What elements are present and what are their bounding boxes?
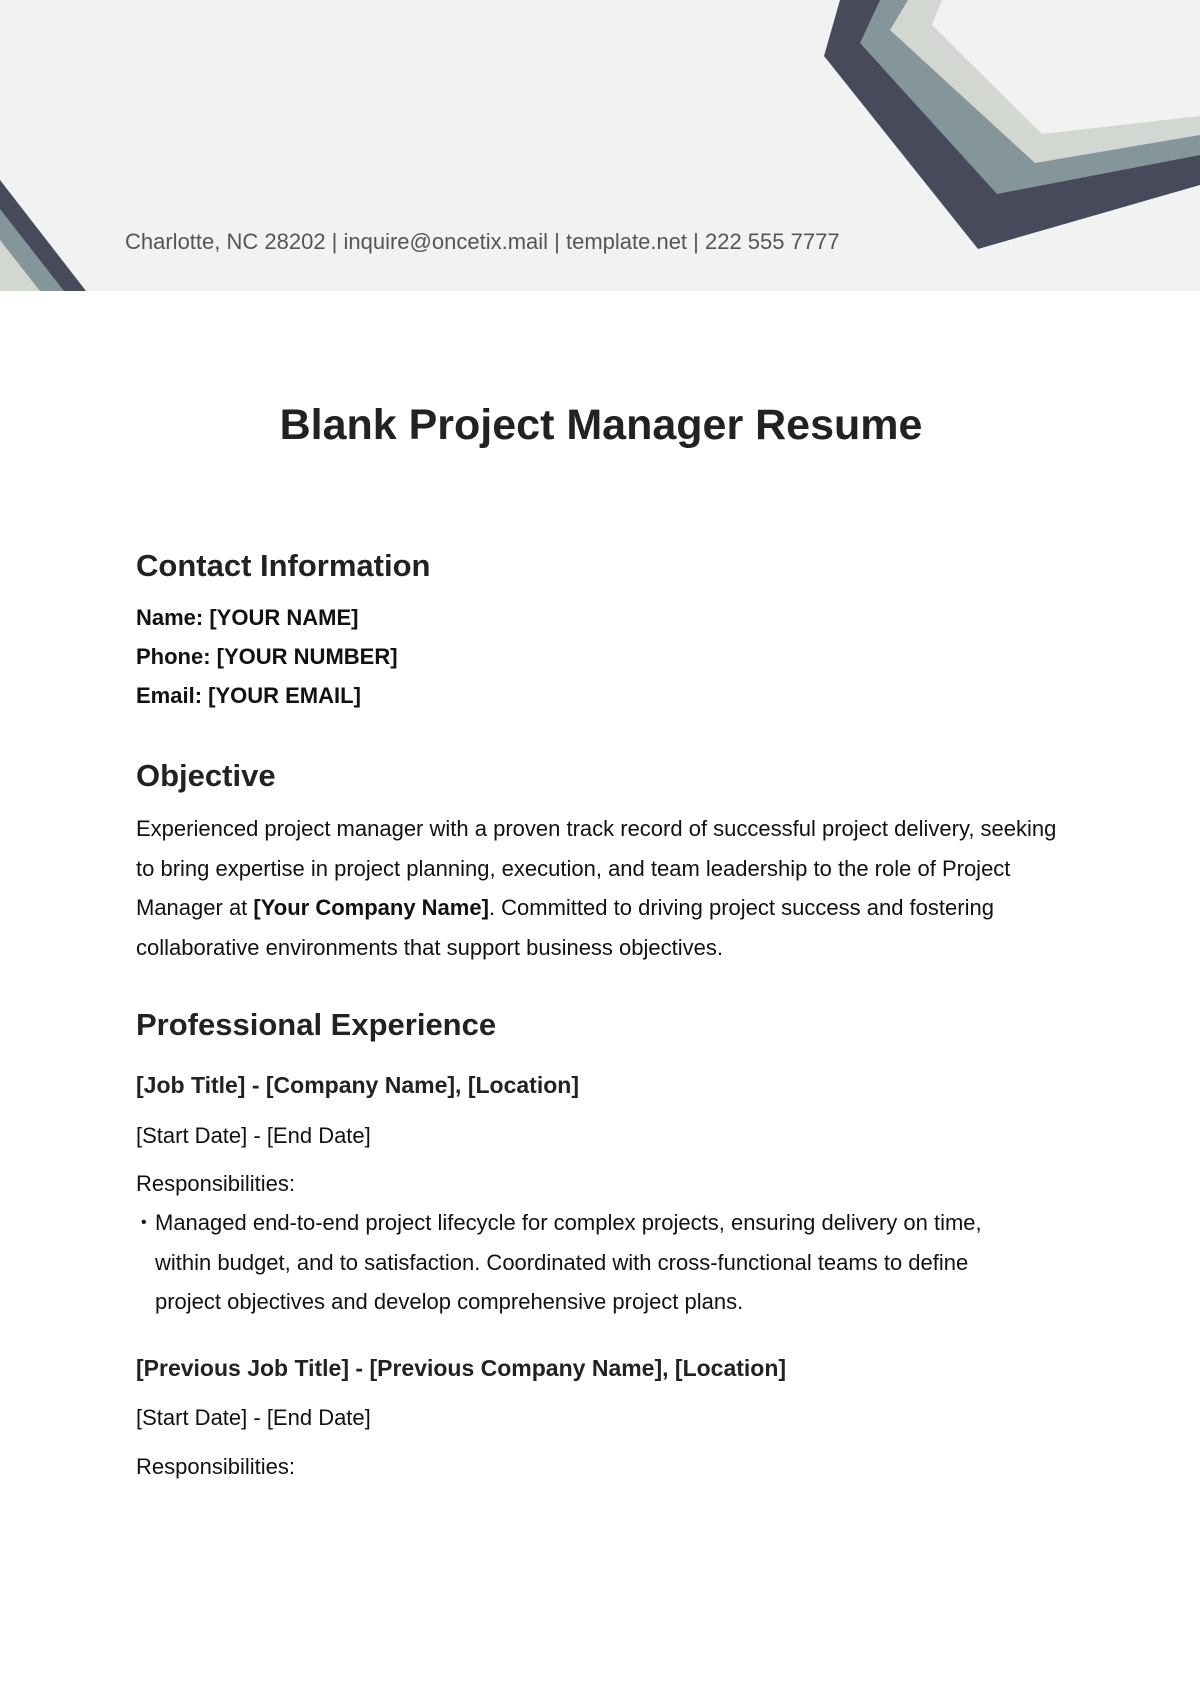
responsibilities-list bbox=[136, 1203, 1036, 1322]
previous-responsibilities-label: Responsibilities: bbox=[136, 1454, 295, 1479]
job-title: [Job Title] - [Company Name], [Location] bbox=[136, 1072, 579, 1098]
objective-text-start: Experienced project manager with a proven track record of successful project delivery, seeking to bring expertise in project planning, execution, and team leadership to the role of Project Manager at bbox=[136, 816, 1057, 920]
previous-job-title: [Previous Job Title] - [Previous Company Name], [Location] bbox=[136, 1355, 787, 1381]
contact-phone: Phone: [YOUR NUMBER] bbox=[136, 644, 398, 669]
responsibilities-label: Responsibilities: bbox=[136, 1171, 295, 1196]
bullet-icon: • bbox=[141, 1214, 147, 1231]
objective-text-end: . Committed to driving project success and fostering collaborative environments that support business objectives. bbox=[136, 895, 994, 960]
objective-section-heading: Objective bbox=[136, 758, 276, 793]
previous-job-dates: [Start Date] - [End Date] bbox=[136, 1405, 371, 1430]
page-title: Blank Project Manager Resume bbox=[279, 401, 923, 449]
job-dates: [Start Date] - [End Date] bbox=[136, 1123, 371, 1148]
contact-section-heading: Contact Information bbox=[136, 548, 431, 583]
list-item bbox=[136, 1203, 1036, 1322]
bullet-text: Managed end-to-end project lifecycle for complex projects, ensuring delivery on time, within budget, and to satisfaction. Coordinated with cross-functional teams to define project objectives and develop comprehensive project plans. bbox=[155, 1210, 982, 1314]
contact-name: Name: [YOUR NAME] bbox=[136, 605, 359, 630]
header-contact-line: Charlotte, NC 28202 | inquire@oncetix.mail | template.net | 222 555 7777 bbox=[125, 229, 840, 254]
contact-email: Email: [YOUR EMAIL] bbox=[136, 683, 361, 708]
header-banner bbox=[0, 0, 1200, 291]
experience-section-heading: Professional Experience bbox=[136, 1007, 497, 1042]
objective-paragraph bbox=[136, 809, 1076, 967]
objective-company-name: [Your Company Name] bbox=[253, 895, 489, 920]
